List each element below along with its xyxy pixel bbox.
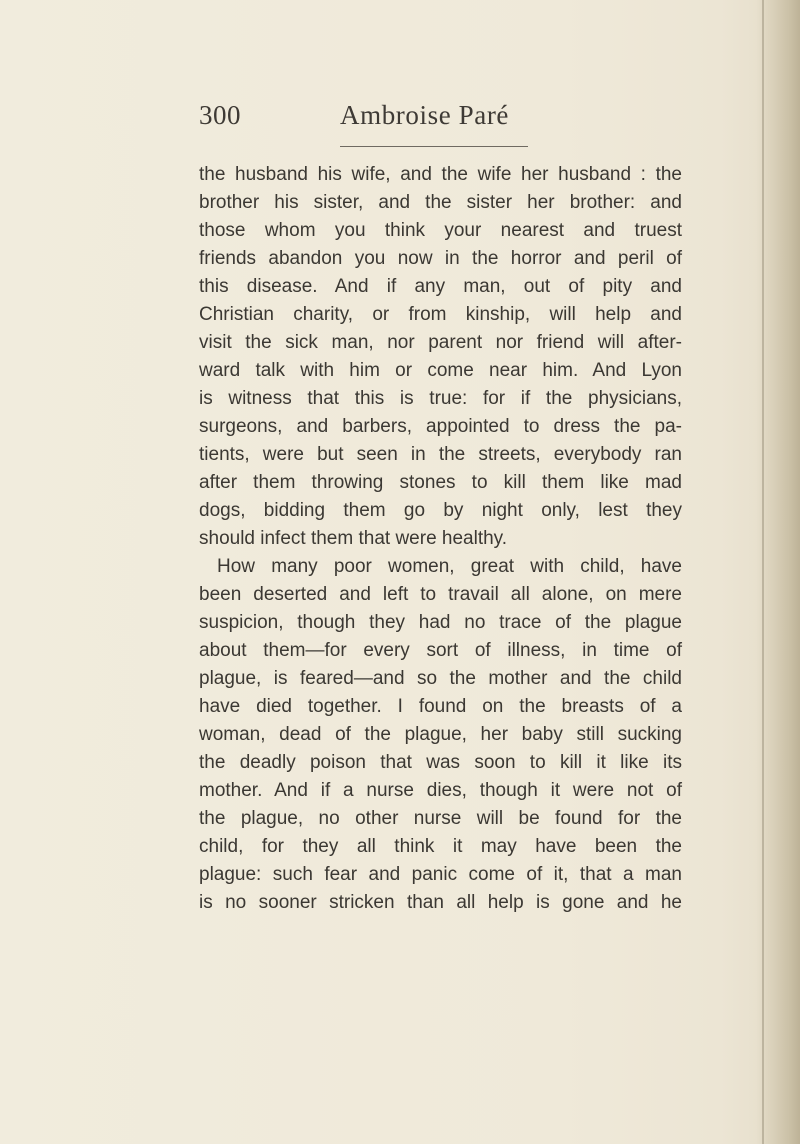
text-line: the deadly poison that was soon to kill it like its	[199, 752, 682, 773]
text-line: mother. And if a nurse dies, though it were not of	[199, 780, 682, 801]
running-head: Ambroise Paré	[340, 100, 510, 130]
text-line: have died together. I found on the breasts of a	[199, 696, 682, 717]
text-line: dogs, bidding them go by night only, lest they	[199, 500, 682, 521]
text-line: ward talk with him or come near him. And Lyon	[199, 360, 682, 381]
text-line: been deserted and left to travail all alone, on mere	[199, 584, 682, 605]
text-line: woman, dead of the plague, her baby still sucking	[199, 724, 682, 745]
text-line: after them throwing stones to kill them like mad	[199, 472, 682, 493]
text-line: is no sooner stricken than all help is gone and he	[199, 892, 682, 913]
text-line: the plague, no other nurse will be found for the	[199, 808, 682, 829]
page-header	[0, 100, 800, 140]
text-line: child, for they all think it may have been the	[199, 836, 682, 857]
text-line: plague: such fear and panic come of it, that a man	[199, 864, 682, 885]
text-line: tients, were but seen in the streets, everybody ran	[199, 444, 682, 465]
text-line: brother his sister, and the sister her brother: and	[199, 192, 682, 213]
page-gutter-line	[762, 0, 764, 1144]
text-line: surgeons, and barbers, appointed to dress the pa-	[199, 416, 682, 437]
text-line: this disease. And if any man, out of pity and	[199, 276, 682, 297]
text-line: visit the sick man, nor parent nor friend will after-	[199, 332, 682, 353]
text-line: suspicion, though they had no trace of the plague	[199, 612, 682, 633]
body-text	[199, 161, 682, 917]
text-line-paragraph-start: How many poor women, great with child, have	[217, 556, 682, 577]
text-line: should infect them that were healthy.	[199, 528, 508, 549]
text-line: about them—for every sort of illness, in time of	[199, 640, 682, 661]
text-line: the husband his wife, and the wife her husband : the	[199, 164, 682, 185]
text-line: plague, is feared—and so the mother and the child	[199, 668, 682, 689]
text-line: friends abandon you now in the horror and peril of	[199, 248, 682, 269]
header-rule	[340, 146, 528, 147]
text-line: those whom you think your nearest and truest	[199, 220, 682, 241]
page-number: 300	[199, 100, 241, 130]
text-line: is witness that this is true: for if the physicians,	[199, 388, 682, 409]
text-line: Christian charity, or from kinship, will help and	[199, 304, 682, 325]
